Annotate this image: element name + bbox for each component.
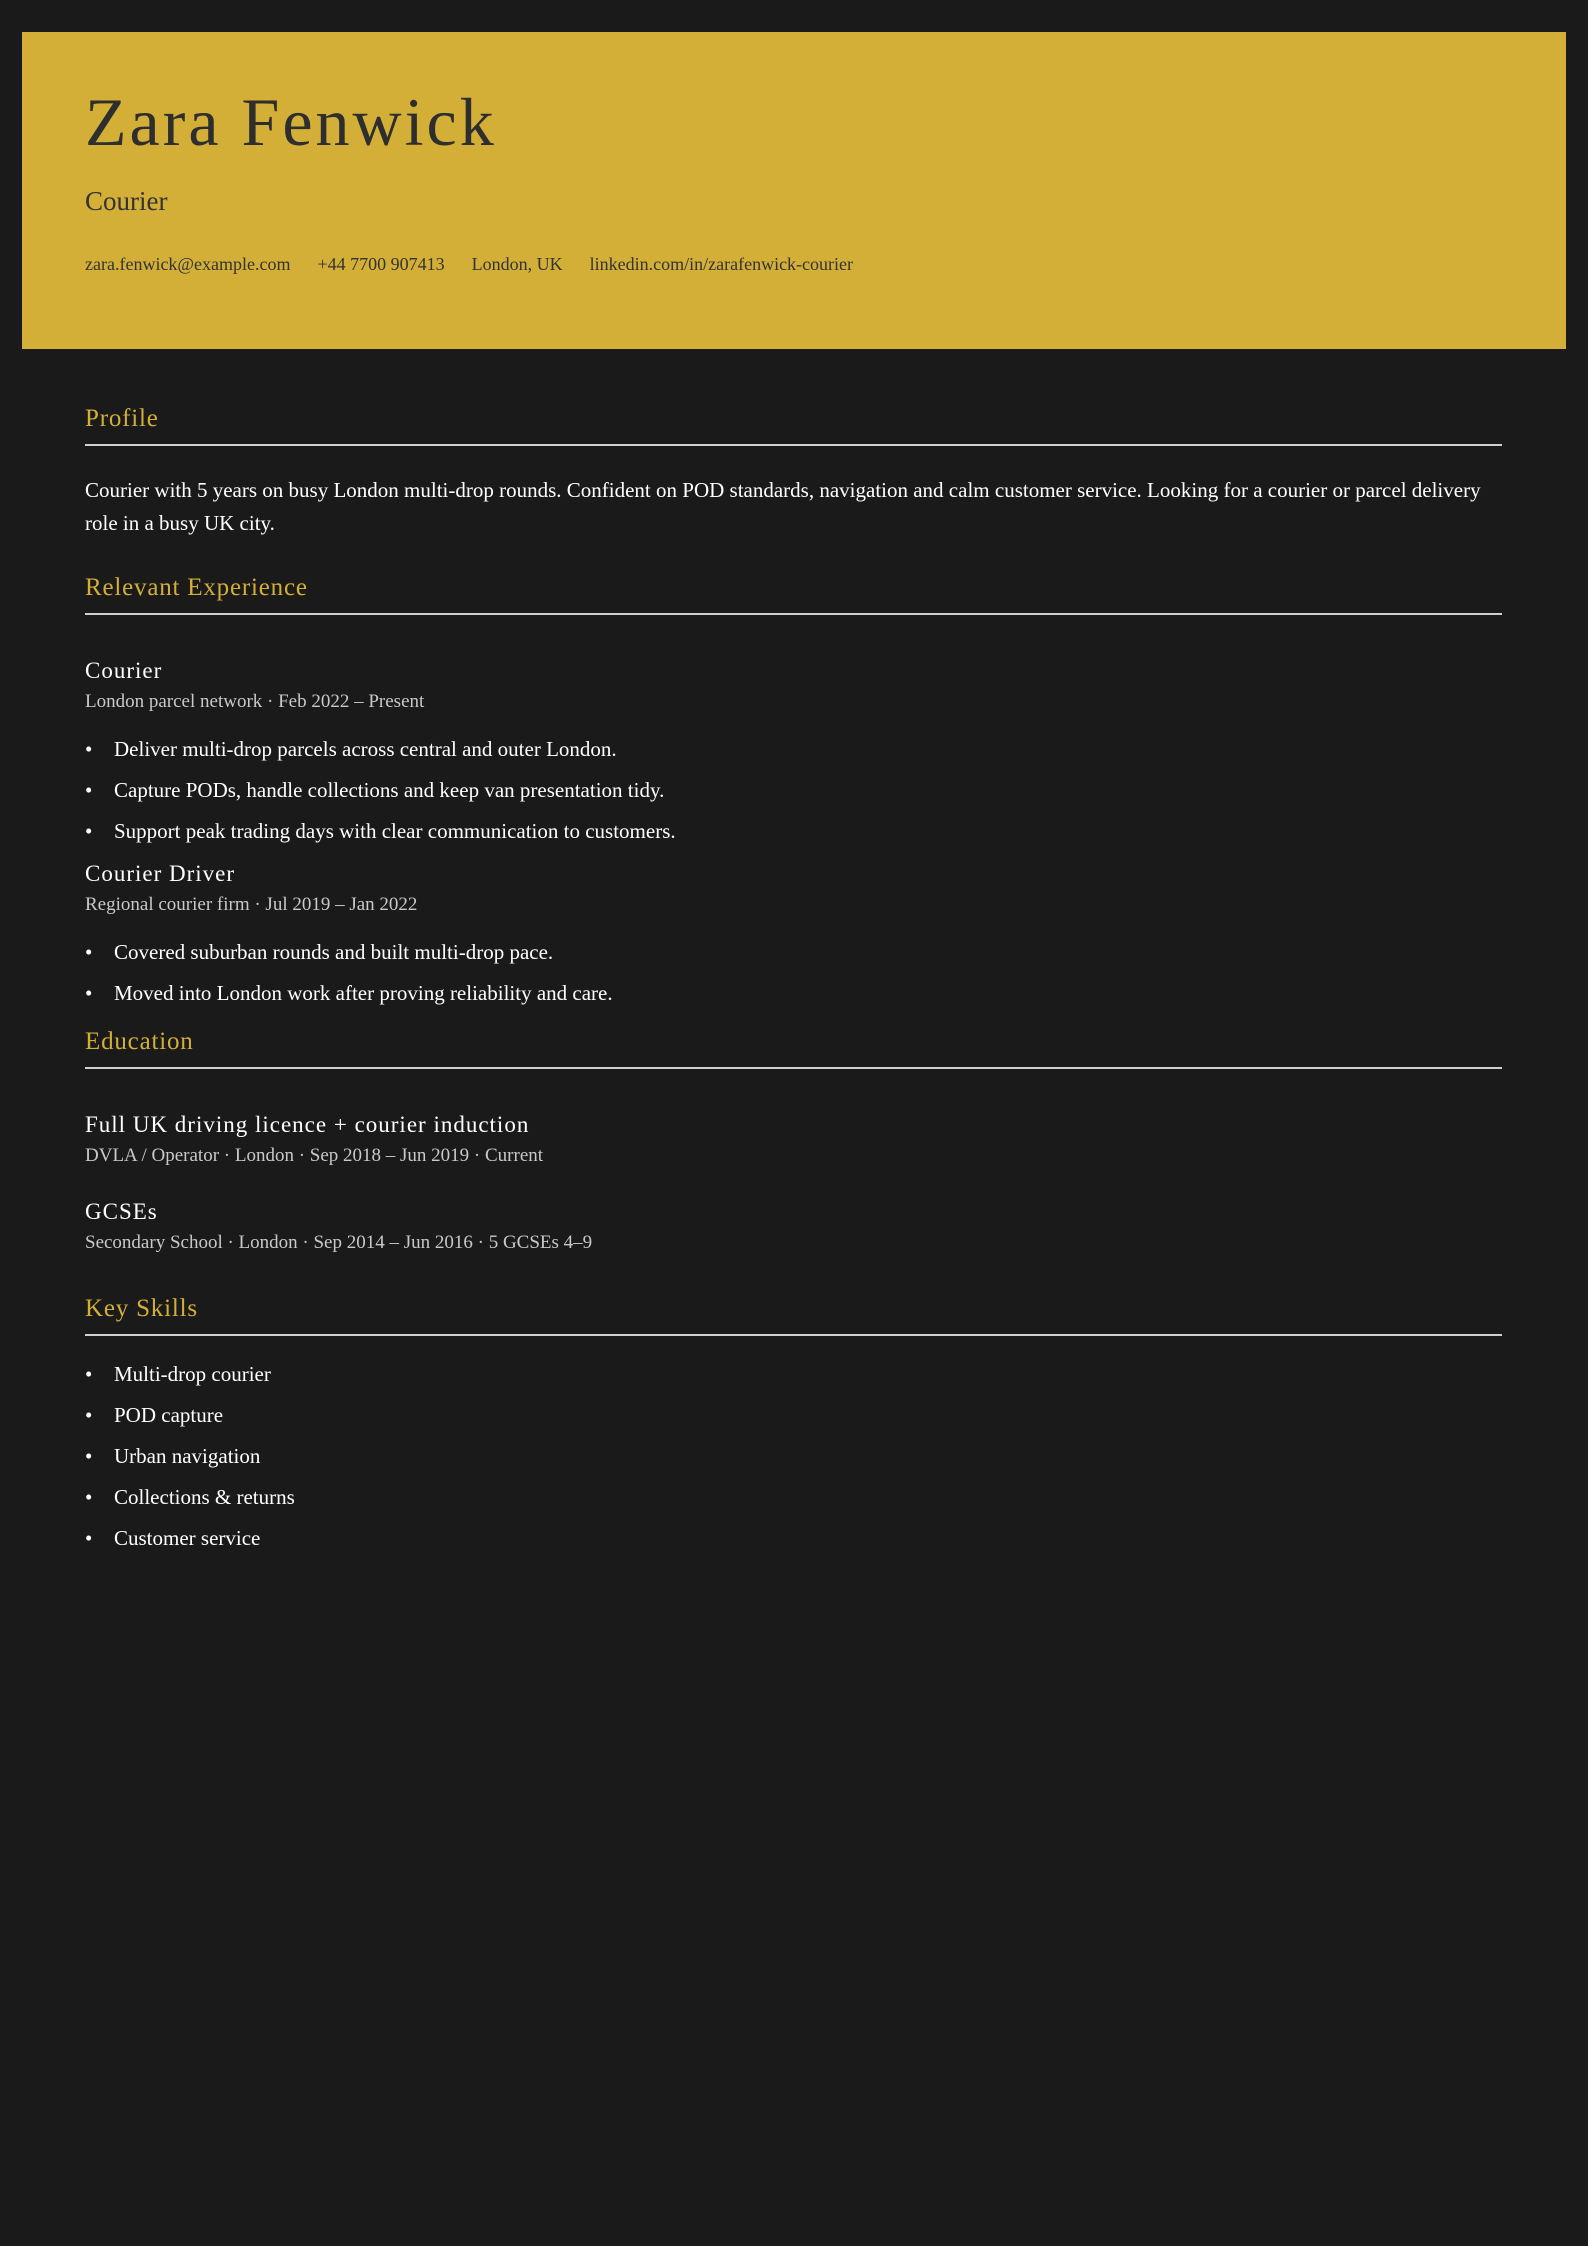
job-title: Courier Driver [85, 861, 236, 886]
education-meta: Secondary School · London · Sep 2014 – Jun 2016 · 5 GCSEs 4–9 [85, 1232, 593, 1253]
skill-item: • Collections & returns [85, 1487, 1502, 1508]
job-bullets [85, 942, 1502, 1004]
contact-email[interactable]: zara.fenwick@example.com [85, 254, 291, 274]
education-meta: DVLA / Operator · London · Sep 2018 – Jun 2019 · Current [85, 1145, 544, 1166]
skill-item: • Customer service [85, 1528, 1502, 1549]
section-title-skills: Key Skills [85, 1296, 1502, 1336]
list-item: • Moved into London work after proving reliability and care. [85, 983, 1502, 1004]
education-title: GCSEs [85, 1199, 158, 1224]
education-entry [85, 1200, 1502, 1252]
profile-text: Courier with 5 years on busy London multi-drop rounds. Confident on POD standards, navigation and calm customer service. Looking for a courier or parcel delivery role in a busy UK city. [85, 478, 1481, 535]
list-item: • Deliver multi-drop parcels across central and outer London. [85, 739, 1502, 760]
candidate-name: Zara Fenwick [85, 84, 497, 160]
section-title-experience: Relevant Experience [85, 575, 1502, 615]
section-title-education: Education [85, 1029, 1502, 1069]
education-title: Full UK driving licence + courier induction [85, 1112, 530, 1137]
list-item: • Covered suburban rounds and built multi-drop pace. [85, 942, 1502, 963]
contact-linkedin[interactable]: linkedin.com/in/zarafenwick-courier [589, 254, 854, 274]
job-title: Courier [85, 658, 163, 683]
list-item: • Support peak trading days with clear communication to customers. [85, 821, 1502, 842]
skills-list [85, 1364, 1502, 1549]
job-bullets [85, 739, 1502, 842]
skill-item: • Multi-drop courier [85, 1364, 1502, 1385]
contact-location: London, UK [471, 254, 563, 274]
section-title-profile: Profile [85, 406, 1502, 446]
list-item: • Capture PODs, handle collections and keep van presentation tidy. [85, 780, 1502, 801]
education-entry [85, 1113, 1502, 1165]
skill-item: • POD capture [85, 1405, 1502, 1426]
skill-item: • Urban navigation [85, 1446, 1502, 1467]
candidate-role: Courier [85, 186, 168, 216]
job-entry [85, 862, 1502, 1004]
job-meta: London parcel network · Feb 2022 – Present [85, 691, 425, 712]
contact-phone[interactable]: +44 7700 907413 [317, 254, 445, 274]
job-meta: Regional courier firm · Jul 2019 – Jan 2022 [85, 894, 418, 915]
contact-row [85, 255, 853, 273]
job-entry [85, 659, 1502, 842]
resume-body [85, 406, 1502, 1569]
resume-header [22, 32, 1566, 349]
